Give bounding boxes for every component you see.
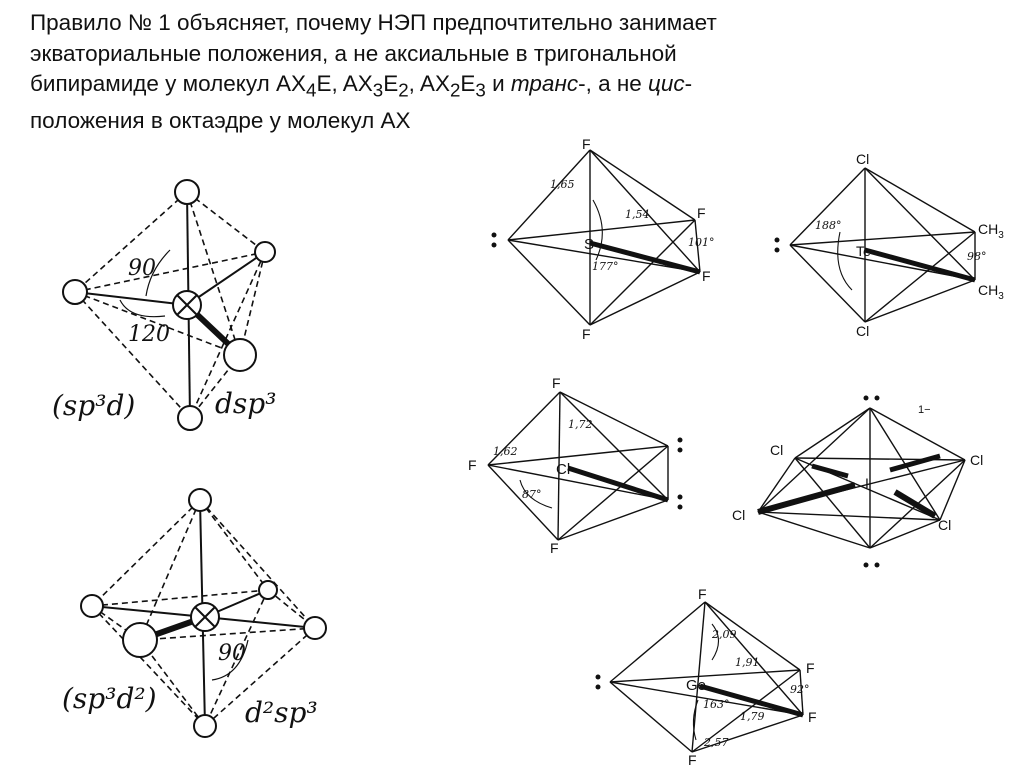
bipyramid-axial-top-atom	[175, 180, 199, 204]
icl4-lone-pair-dot	[875, 396, 880, 401]
octahedron-axial-bottom-atom	[194, 715, 216, 737]
icl4-charge-label: 1−	[918, 404, 931, 416]
gef4-label-f-top: F	[698, 586, 707, 602]
bipyramid-hybrid-label-left: (sp³d)	[52, 389, 136, 422]
clf3-lone-pair-dot	[678, 505, 683, 510]
te-angle-eq-label: 98°	[967, 250, 987, 263]
gef4-bond-c-label: 1,79	[740, 710, 765, 723]
trigonal-bipyramid-diagram	[75, 192, 265, 418]
clf3-lone-pair-dot	[678, 495, 683, 500]
te-label-ch3-top: $CH_3$	[978, 221, 1004, 241]
icl4-label-cl-br: Cl	[938, 517, 952, 533]
clf3-bond-eq-label: 1,62	[493, 445, 518, 458]
bipyramid-axial-bottom-atom	[178, 406, 202, 430]
te-lone-pair-dot	[775, 248, 780, 253]
bipyramid-equatorial-right-atom	[255, 242, 275, 262]
clf3-angle-label: 87°	[522, 488, 542, 501]
gef4-bond-b-label: 1,91	[735, 656, 760, 669]
bipyramid-hybrid-label-right: dsp³	[215, 387, 277, 420]
gef4-bond-d-label: 2,57	[704, 736, 729, 749]
clf3-label-f-bottom: F	[550, 540, 559, 556]
octahedron-hybrid-label-right: d²sp³	[245, 696, 318, 729]
icl4-label-i: I	[865, 475, 869, 491]
paragraph-line-3: бипирамиде у молекул $AX_4E$, $AX_3E_2$, $AX_2E_3$ и транс-, а не цис-	[30, 71, 693, 101]
te-label-te: Te	[856, 243, 871, 259]
gef4-label-f-bottom: F	[688, 752, 697, 767]
gef4-lone-pair-dot	[596, 685, 601, 690]
te-diagram	[790, 168, 975, 322]
paragraph-line-2: экваториальные положения, а не аксиальные в тригональной	[30, 40, 677, 66]
gef4-label-f-mid: F	[806, 660, 815, 676]
sf4-lone-pair-dot	[492, 233, 497, 238]
octahedron-right-atom	[304, 617, 326, 639]
octahedron-back-right-atom	[259, 581, 277, 599]
octahedron-axial-top-atom	[189, 489, 211, 511]
te-label-cl-top: Cl	[856, 151, 870, 167]
te-angle-ax-label: 188°	[815, 219, 842, 232]
clf3-label-f-top: F	[552, 375, 561, 391]
paragraph-line-1: Правило № 1 объясняет, почему НЭП предпочтительно занимает	[30, 10, 717, 35]
sf4-label-f-top: F	[582, 136, 591, 152]
icl4-label-cl-bl: Cl	[732, 507, 746, 523]
gef4-label-ge: Ge	[686, 677, 707, 694]
icl4-diagram	[758, 408, 965, 548]
sf4-label-f-low: F	[702, 268, 711, 284]
clf3-label-f-left: F	[468, 457, 477, 473]
te-lone-pair-dot	[775, 238, 780, 243]
octahedron-angle-90-label: 90	[218, 641, 246, 666]
sf4-label-f-mid: F	[697, 205, 706, 221]
icl4-lone-pair-dot	[864, 396, 869, 401]
clf3-bond-axial-label: 1,72	[568, 418, 593, 431]
te-label-ch3-bottom: $CH_3$	[978, 282, 1004, 302]
sf4-lone-pair-dot	[492, 243, 497, 248]
octahedron-lone-pair-atom	[123, 623, 157, 657]
bipyramid-angle-90-label: 90	[128, 256, 156, 281]
gef4-angle-b-label: 163°	[703, 698, 730, 711]
sf4-diagram	[508, 150, 700, 325]
icl4-lone-pair-dot	[875, 563, 880, 568]
sf4-label-f-bottom: F	[582, 326, 591, 342]
sf4-bond-eq-label: 1,54	[625, 208, 650, 221]
bipyramid-equatorial-left-atom	[63, 280, 87, 304]
icl4-label-cl-tl: Cl	[770, 442, 784, 458]
te-label-cl-bottom: Cl	[856, 323, 870, 339]
paragraph-line-4: положения в октаэдре у молекул AX	[30, 108, 411, 133]
gef4-label-f-low: F	[808, 709, 817, 725]
clf3-lone-pair-dot	[678, 448, 683, 453]
sf4-label-s: S	[584, 236, 595, 253]
sf4-angle-eq-label: 101°	[688, 236, 715, 249]
octahedron-hybrid-label-left: (sp³d²)	[62, 682, 157, 715]
clf3-lone-pair-dot	[678, 438, 683, 443]
clf3-label-cl: Cl	[556, 461, 571, 478]
gef4-bond-a-label: 2,09	[712, 628, 737, 641]
gef4-lone-pair-dot	[596, 675, 601, 680]
gef4-diagram	[610, 602, 803, 752]
sf4-angle-ax-label: 177°	[592, 260, 619, 273]
octahedron-left-atom	[81, 595, 103, 617]
gef4-angle-a-label: 92°	[790, 683, 810, 696]
bipyramid-angle-120-label: 120	[128, 322, 170, 347]
clf3-diagram	[488, 392, 668, 540]
icl4-label-cl-tr: Cl	[970, 452, 984, 468]
sf4-bond-axial-label: 1,65	[550, 178, 575, 191]
rule-paragraph	[30, 8, 990, 137]
bipyramid-lone-pair-atom	[224, 339, 256, 371]
icl4-lone-pair-dot	[864, 563, 869, 568]
